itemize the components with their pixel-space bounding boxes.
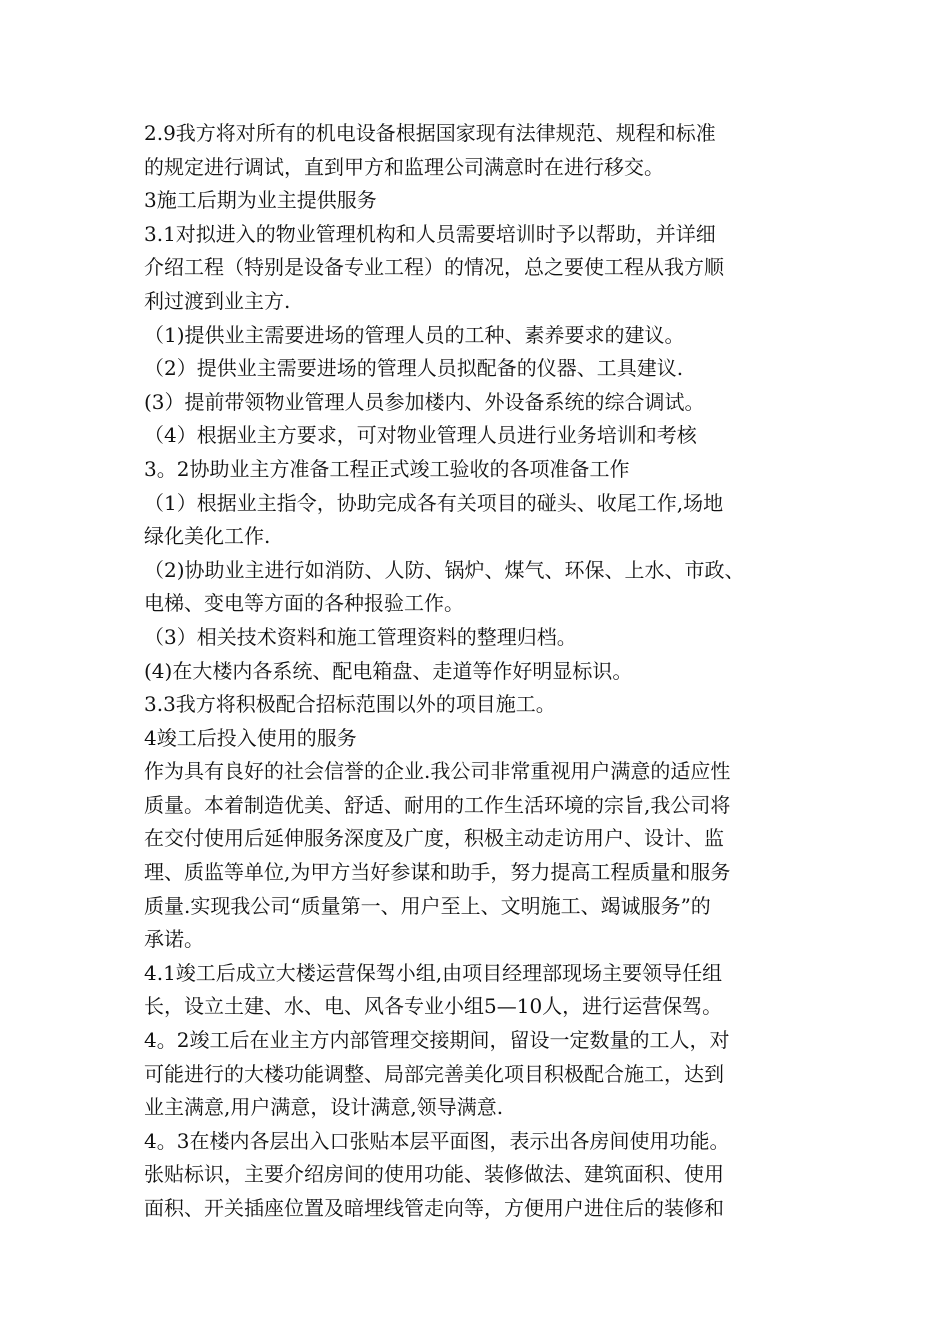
text-line: 3施工后期为业主提供服务 xyxy=(144,188,377,213)
text-line: 质量。本着制造优美、舒适、耐用的工作生活环境的宗旨,我公司将 xyxy=(144,792,731,817)
text-line: 理、质监等单位,为甲方当好参谋和助手，努力提高工程质量和服务 xyxy=(144,860,731,885)
text-line: (3）提前带领物业管理人员参加楼内、外设备系统的综合调试。 xyxy=(144,389,705,414)
text-line: 张贴标识，主要介绍房间的使用功能、装修做法、建筑面积、使用 xyxy=(144,1162,724,1187)
text-line: 利过渡到业主方. xyxy=(144,288,291,313)
text-line: 3.1对拟进入的物业管理机构和人员需要培训时予以帮助，并详细 xyxy=(144,221,716,246)
text-line: 4.1竣工后成立大楼运营保驾小组,由项目经理部现场主要领导任组 xyxy=(144,960,723,985)
text-line: 的规定进行调试，直到甲方和监理公司满意时在进行移交。 xyxy=(144,154,664,179)
text-line: 4。3在楼内各层出入口张贴本层平面图，表示出各房间使用功能。 xyxy=(144,1128,730,1153)
text-line: 介绍工程（特别是设备专业工程）的情况，总之要使工程从我方顺 xyxy=(144,255,724,280)
text-line: 作为具有良好的社会信誉的企业.我公司非常重视用户满意的适应性 xyxy=(144,759,731,784)
text-line: （3）相关技术资料和施工管理资料的整理归档。 xyxy=(144,624,577,649)
text-line: 2.9我方将对所有的机电设备根据国家现有法律规范、规程和标准 xyxy=(144,121,716,145)
text-line: 质量.实现我公司“质量第一、用户至上、文明施工、竭诚服务”的 xyxy=(144,893,711,918)
text-line: 3。2协助业主方准备工程正式竣工验收的各项准备工作 xyxy=(144,456,630,481)
text-line: (4)在大楼内各系统、配电箱盘、走道等作好明显标识。 xyxy=(144,658,633,683)
text-line: （1)提供业主需要进场的管理人员的工种、素养要求的建议。 xyxy=(144,322,685,347)
text-line: （2)协助业主进行如消防、人防、锅炉、煤气、环保、上水、市政、 xyxy=(144,557,745,582)
text-line: 业主满意,用户满意，设计满意,领导满意. xyxy=(144,1095,504,1120)
text-line: （1）根据业主指令，协助完成各有关项目的碰头、收尾工作,场地 xyxy=(144,490,724,515)
text-line: 3.3我方将积极配合招标范围以外的项目施工。 xyxy=(144,692,556,717)
text-line: 电梯、变电等方面的各种报验工作。 xyxy=(144,591,464,616)
text-line: 承诺。 xyxy=(144,927,204,952)
text-line: 绿化美化工作. xyxy=(144,524,271,549)
text-line: 可能进行的大楼功能调整、局部完善美化项目积极配合施工，达到 xyxy=(144,1061,724,1086)
text-line: （2）提供业主需要进场的管理人员拟配备的仪器、工具建议. xyxy=(144,356,684,381)
text-line: 4。2竣工后在业主方内部管理交接期间，留设一定数量的工人，对 xyxy=(144,1028,730,1053)
text-line: 在交付使用后延伸服务深度及广度，积极主动走访用户、设计、监 xyxy=(144,826,724,851)
text-line: 长，设立土建、水、电、风各专业小组5—10人，进行运营保驾。 xyxy=(144,994,723,1019)
text-line: 4竣工后投入使用的服务 xyxy=(144,725,357,750)
text-line: （4）根据业主方要求，可对物业管理人员进行业务培训和考核 xyxy=(144,423,697,448)
document-body xyxy=(144,117,834,1226)
text-line: 面积、开关插座位置及暗埋线管走向等，方便用户进住后的装修和 xyxy=(144,1196,724,1220)
